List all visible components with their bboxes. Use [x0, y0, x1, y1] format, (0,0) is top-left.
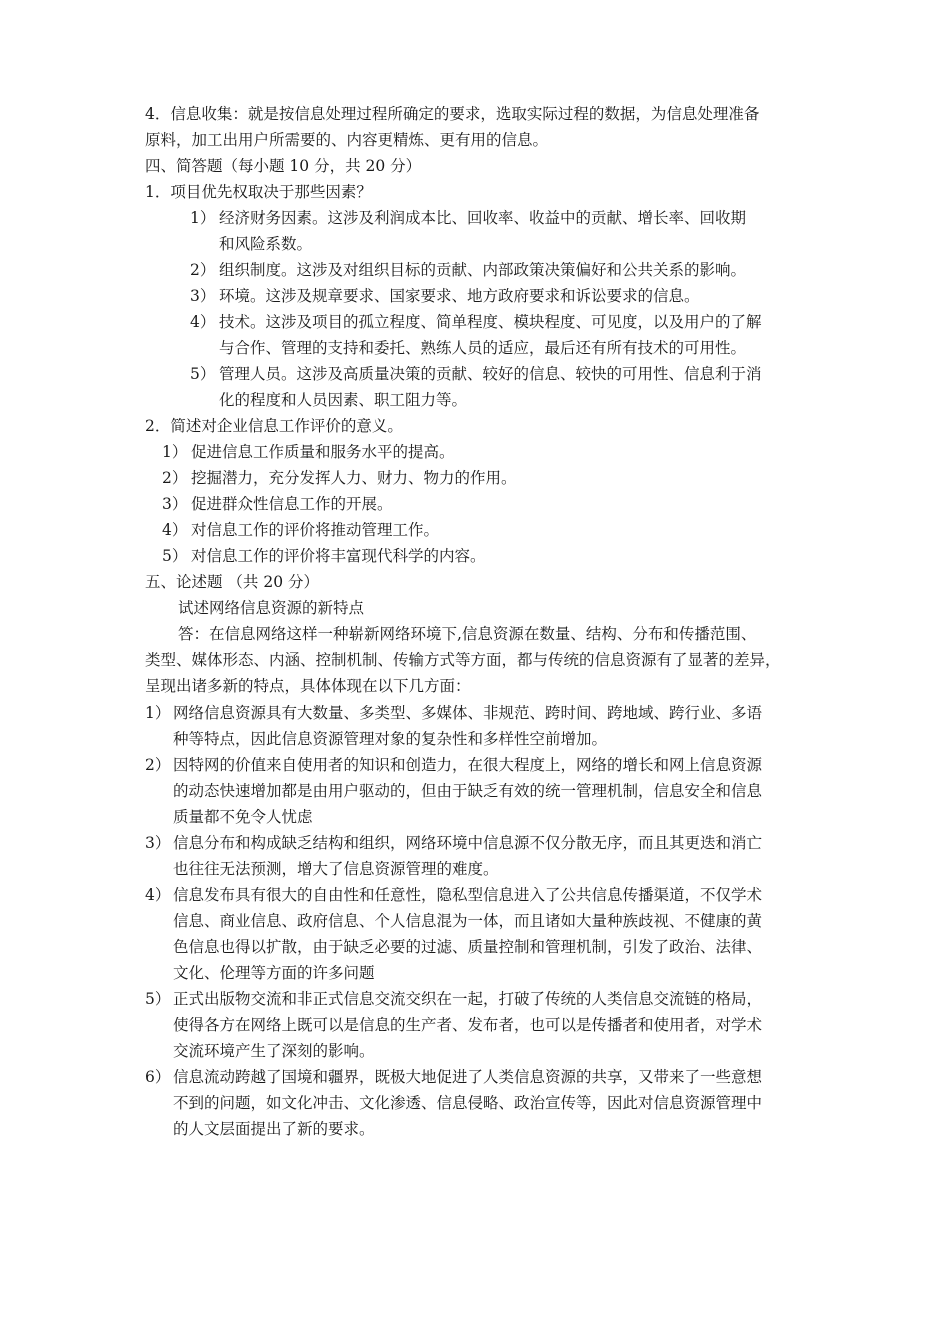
q2-item-number: 3） [162, 495, 188, 513]
essay-question: 试述网络信息资源的新特点 [178, 599, 365, 617]
point-text: 因特网的价值来自使用者的知识和创造力，在很大程度上，网络的增长和网上信息资源 [173, 756, 763, 774]
q1-item-text: 经济财务因素。这涉及利润成本比、回收率、收益中的贡献、增长率、回收期 [219, 209, 747, 227]
point-text: 不到的问题，如文化冲击、文化渗透、信息侵略、政治宣传等，因此对信息资源管理中 [173, 1094, 763, 1112]
q2-item-number: 4） [162, 521, 188, 539]
q1-title: 1．项目优先权取决于那些因素？ [145, 183, 372, 201]
section-4-heading: 四、简答题（每小题 10 分，共 20 分） [145, 157, 422, 175]
point-text: 种等特点，因此信息资源管理对象的复杂性和多样性空前增加。 [173, 730, 608, 748]
section-5-heading: 五、论述题 （共 20 分） [145, 573, 320, 591]
answer-intro-line: 类型、媒体形态、内涵、控制机制、传输方式等方面，都与传统的信息资源有了显著的差异， [145, 651, 781, 669]
q1-item-text: 化的程度和人员因素、职工阻力等。 [219, 391, 468, 409]
point-number: 5） [145, 990, 171, 1008]
point-number: 3） [145, 834, 171, 852]
point-number: 6） [145, 1068, 171, 1086]
q1-item-number: 5） [190, 365, 216, 383]
point-text: 信息流动跨越了国境和疆界，既极大地促进了人类信息资源的共享，又带来了一些意想 [173, 1068, 763, 1086]
point-text: 的动态快速增加都是由用户驱动的，但由于缺乏有效的统一管理机制，信息安全和信息 [173, 782, 763, 800]
q1-item-text: 管理人员。这涉及高质量决策的贡献、较好的信息、较快的可用性、信息利于消 [219, 365, 762, 383]
q2-item-text: 对信息工作的评价将推动管理工作。 [191, 521, 440, 539]
q1-item-text: 和风险系数。 [219, 235, 313, 253]
q4-definition-line-2: 原料，加工出用户所需要的、内容更精炼、更有用的信息。 [145, 131, 549, 149]
q1-item-number: 2） [190, 261, 216, 279]
q1-item-text: 环境。这涉及规章要求、国家要求、地方政府要求和诉讼要求的信息。 [219, 287, 700, 305]
q2-title: 2．简述对企业信息工作评价的意义。 [145, 417, 403, 435]
point-text: 也往往无法预测，增大了信息资源管理的难度。 [173, 860, 499, 878]
q1-item-number: 4） [190, 313, 216, 331]
point-text: 信息发布具有很大的自由性和任意性，隐私型信息进入了公共信息传播渠道，不仅学术 [173, 886, 763, 904]
point-text: 正式出版物交流和非正式信息交流交织在一起，打破了传统的人类信息交流链的格局， [173, 990, 763, 1008]
point-text: 质量都不免令人忧虑 [173, 808, 313, 826]
q2-item-text: 对信息工作的评价将丰富现代科学的内容。 [191, 547, 486, 565]
point-text: 信息、商业信息、政府信息、个人信息混为一体，而且诸如大量种族歧视、不健康的黄 [173, 912, 763, 930]
point-text: 信息分布和构成缺乏结构和组织，网络环境中信息源不仅分散无序，而且其更迭和消亡 [173, 834, 763, 852]
point-number: 1） [145, 704, 171, 722]
q2-item-number: 5） [162, 547, 188, 565]
q2-item-text: 促进信息工作质量和服务水平的提高。 [191, 443, 455, 461]
q2-item-text: 促进群众性信息工作的开展。 [191, 495, 393, 513]
q2-item-number: 2） [162, 469, 188, 487]
q1-item-number: 3） [190, 287, 216, 305]
point-text: 交流环境产生了深刻的影响。 [173, 1042, 375, 1060]
q2-item-text: 挖掘潜力，充分发挥人力、财力、物力的作用。 [191, 469, 517, 487]
answer-intro-line: 呈现出诸多新的特点，具体体现在以下几方面： [145, 677, 471, 695]
q2-item-number: 1） [162, 443, 188, 461]
q1-item-text: 技术。这涉及项目的孤立程度、简单程度、模块程度、可见度，以及用户的了解 [219, 313, 762, 331]
point-number: 2） [145, 756, 171, 774]
q1-item-text: 组织制度。这涉及对组织目标的贡献、内部政策决策偏好和公共关系的影响。 [219, 261, 747, 279]
q4-definition-line-1: 4．信息收集：就是按信息处理过程所确定的要求，选取实际过程的数据，为信息处理准备 [145, 105, 760, 123]
q1-item-text: 与合作、管理的支持和委托、熟练人员的适应，最后还有所有技术的可用性。 [219, 339, 747, 357]
point-text: 网络信息资源具有大数量、多类型、多媒体、非规范、跨时间、跨地域、跨行业、多语 [173, 704, 763, 722]
point-text: 的人文层面提出了新的要求。 [173, 1120, 375, 1138]
point-text: 使得各方在网络上既可以是信息的生产者、发布者，也可以是传播者和使用者，对学术 [173, 1016, 763, 1034]
point-text: 色信息也得以扩散，由于缺乏必要的过滤、质量控制和管理机制，引发了政治、法律、 [173, 938, 763, 956]
answer-intro-line: 答：在信息网络这样一种崭新网络环境下,信息资源在数量、结构、分布和传播范围、 [178, 625, 757, 643]
point-number: 4） [145, 886, 171, 904]
q1-item-number: 1） [190, 209, 216, 227]
point-text: 文化、伦理等方面的许多问题 [173, 964, 375, 982]
